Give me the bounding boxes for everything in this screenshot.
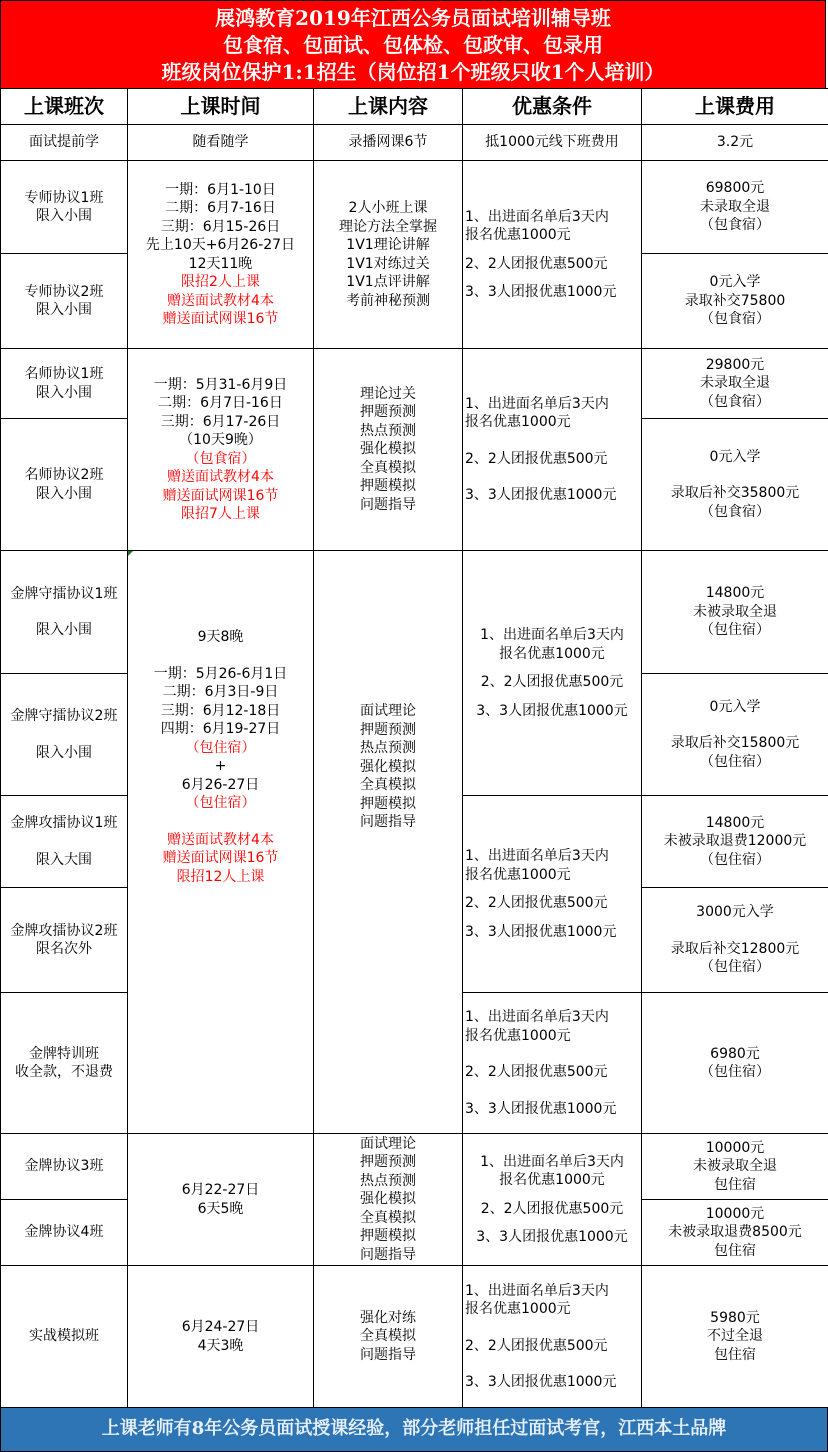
class-content: 面试理论 押题预测 热点预测 强化模拟 全真模拟 押题模拟 问题指导 xyxy=(314,551,463,1134)
class-fee: 69800元 未录取全退 （包食宿） xyxy=(642,161,828,254)
table-row xyxy=(1,1266,828,1408)
class-name: 金牌协议4班 xyxy=(1,1200,128,1266)
header-time: 上课时间 xyxy=(128,89,314,125)
class-fee: 29800元 未录取全退 （包食宿） xyxy=(642,349,828,419)
title-line-3: 班级岗位保护1:1招生（岗位招1个班级只收1个人培训） xyxy=(161,60,665,84)
class-fee: 10000元 未被录取全退 包住宿 xyxy=(642,1134,828,1200)
title-line-2: 包食宿、包面试、包体检、包政审、包录用 xyxy=(223,33,603,57)
class-name: 金牌协议3班 xyxy=(1,1134,128,1200)
class-discount: 1、出进面名单后3天内 报名优惠1000元 2、2人团报优惠500元 3、3人团报优惠1000元 xyxy=(463,551,642,796)
title-line-1: 展鸿教育2019年江西公务员面试培训辅导班 xyxy=(215,6,611,30)
class-discount: 1、出进面名单后3天内 报名优惠1000元 2、2人团报优惠500元 3、3人团报优惠1000元 xyxy=(463,1266,642,1408)
class-discount: 1、出进面名单后3天内 报名优惠1000元 2、2人团报优惠500元 3、3人团报优惠1000元 xyxy=(463,993,642,1134)
class-name: 金牌攻擂协议1班 限入大围 xyxy=(1,796,128,888)
class-discount: 1、出进面名单后3天内 报名优惠1000元 2、2人团报优惠500元 3、3人团报优惠1000元 xyxy=(463,349,642,551)
class-name: 金牌守擂协议1班 限入小围 xyxy=(1,551,128,674)
class-time: 随看随学 xyxy=(128,125,314,161)
table-row xyxy=(1,349,828,419)
header-row xyxy=(1,89,828,125)
class-name: 名师协议1班 限入小围 xyxy=(1,349,128,419)
class-fee: 3000元入学 录取后补交12800元 （包住宿） xyxy=(642,888,828,993)
class-time: 一期：6月1-10日 二期：6月7-16日 三期：6月15-26日 先上10天+6月26-27日 12天11晚 限招2人上课 赠送面试教材4本 赠送面试网课16节 xyxy=(128,161,314,349)
cell-comment-marker-icon xyxy=(128,551,133,556)
class-fee: 5980元 不过全退 包住宿 xyxy=(642,1266,828,1408)
class-time: 6月24-27日 4天3晚 xyxy=(128,1266,314,1408)
class-discount: 1、出进面名单后3天内 报名优惠1000元 2、2人团报优惠500元 3、3人团报优惠1000元 xyxy=(463,796,642,993)
class-fee: 10000元 未被录取退费8500元 包住宿 xyxy=(642,1200,828,1266)
class-discount: 1、出进面名单后3天内 报名优惠1000元 2、2人团报优惠500元 3、3人团报优惠1000元 xyxy=(463,161,642,349)
class-name: 金牌攻擂协议2班 限名次外 xyxy=(1,888,128,993)
header-discount: 优惠条件 xyxy=(463,89,642,125)
class-fee: 0元入学 录取后补交15800元 （包住宿） xyxy=(642,674,828,796)
header-class: 上课班次 xyxy=(1,89,128,125)
class-name: 专师协议2班 限入小围 xyxy=(1,254,128,349)
class-name: 专师协议1班 限入小围 xyxy=(1,161,128,254)
class-fee: 14800元 未被录取全退 （包住宿） xyxy=(642,551,828,674)
table-row xyxy=(1,125,828,161)
class-fee: 6980元 （包住宿） xyxy=(642,993,828,1134)
class-content: 面试理论 押题预测 热点预测 强化模拟 全真模拟 押题模拟 问题指导 xyxy=(314,1134,463,1266)
schedule-table xyxy=(0,88,828,1408)
class-name: 名师协议2班 限入小围 xyxy=(1,419,128,551)
class-time: 一期：5月31-6月9日 二期：6月7日-16日 三期：6月17-26日 （10天9晚） （包食宿） 赠送面试教材4本 赠送面试网课16节 限招7人上课 xyxy=(128,349,314,551)
class-name: 金牌特训班 收全款，不退费 xyxy=(1,993,128,1134)
class-content: 录播网课6节 xyxy=(314,125,463,161)
header-content: 上课内容 xyxy=(314,89,463,125)
class-name: 金牌守擂协议2班 限入小围 xyxy=(1,674,128,796)
table-row xyxy=(1,551,828,674)
class-time: 9天8晚 一期：5月26-6月1日 二期：6月3日-9日 三期：6月12-18日 四期：6月19-27日 （包住宿） + 6月26-27日 （包住宿） 赠送面试教材4本 赠送面试网课16节 限招12人上课 xyxy=(128,551,314,1134)
class-discount: 1、出进面名单后3天内 报名优惠1000元 2、2人团报优惠500元 3、3人团报优惠1000元 xyxy=(463,1134,642,1266)
class-fee: 0元入学 录取后补交35800元 （包食宿） xyxy=(642,419,828,551)
title-band xyxy=(0,0,826,88)
class-content: 强化对练 全真模拟 问题指导 xyxy=(314,1266,463,1408)
class-name: 面试提前学 xyxy=(1,125,128,161)
class-discount: 抵1000元线下班费用 xyxy=(463,125,642,161)
class-content: 理论过关 押题预测 热点预测 强化模拟 全真模拟 押题模拟 问题指导 xyxy=(314,349,463,551)
class-fee: 0元入学 录取补交75800 （包食宿） xyxy=(642,254,828,349)
class-name: 实战模拟班 xyxy=(1,1266,128,1408)
class-time: 6月22-27日 6天5晚 xyxy=(128,1134,314,1266)
class-content: 2人小班上课 理论方法全掌握 1V1理论讲解 1V1对练过关 1V1点评讲解 考前神秘预测 xyxy=(314,161,463,349)
table-row xyxy=(1,161,828,254)
table-row xyxy=(1,1134,828,1200)
class-fee: 3.2元 xyxy=(642,125,828,161)
header-fee: 上课费用 xyxy=(642,89,828,125)
class-fee: 14800元 未被录取退费12000元 （包住宿） xyxy=(642,796,828,888)
footer-banner: 上课老师有8年公务员面试授课经验，部分老师担任过面试考官，江西本土品牌 xyxy=(0,1407,828,1452)
